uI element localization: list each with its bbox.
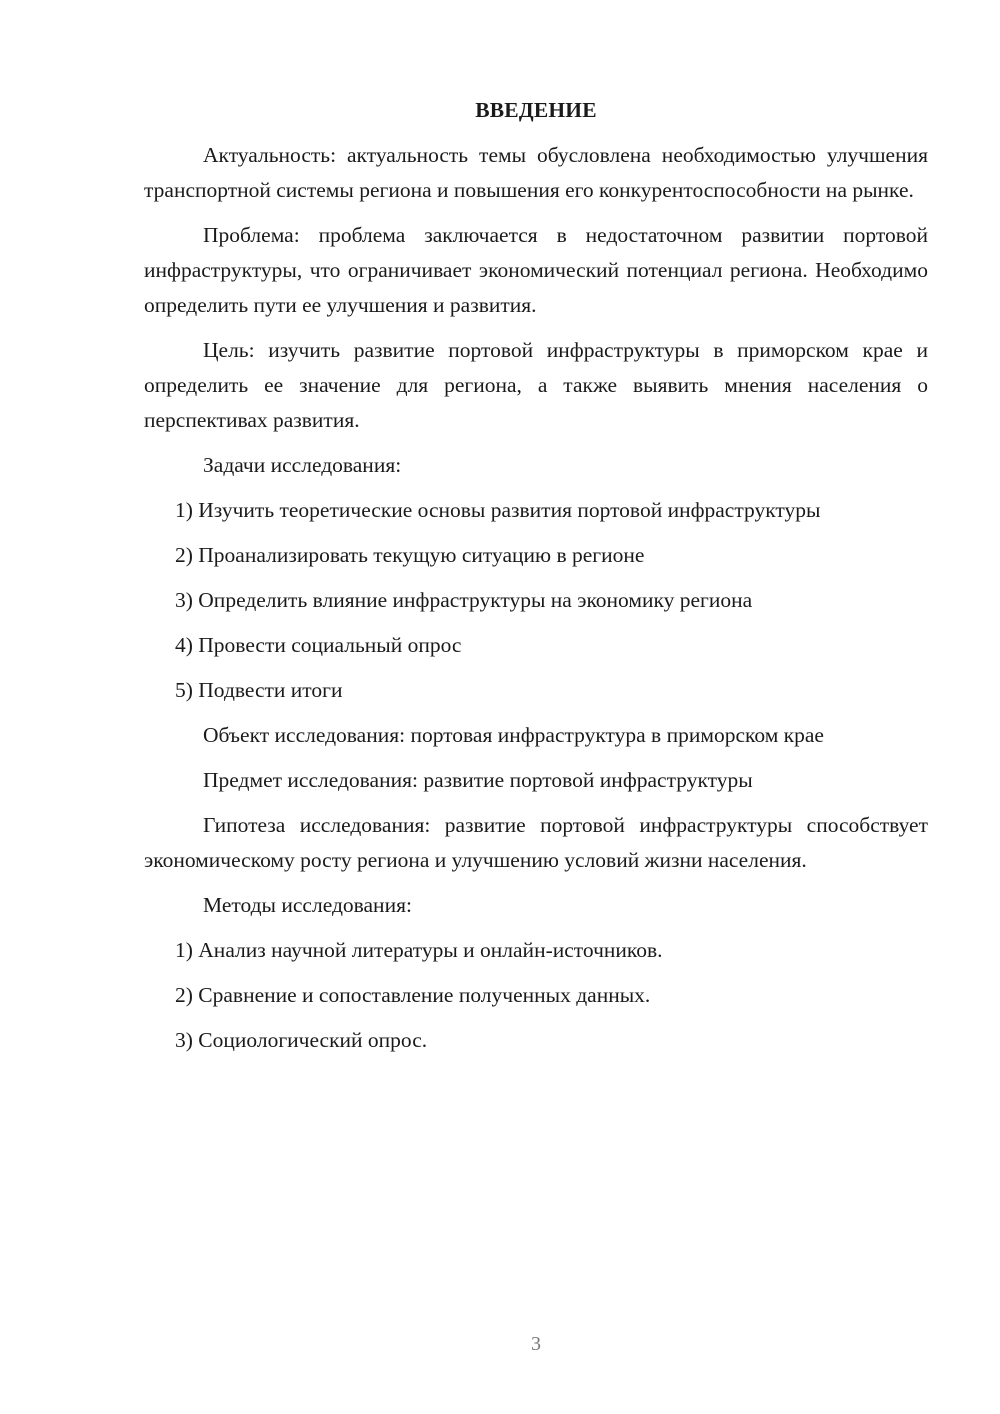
methods-heading: Методы исследования: bbox=[203, 893, 412, 917]
hypothesis-paragraph: Гипотеза исследования: развитие портовой инфраструктуры способствует экономическому росту региона и улучшению условий жизни населения. bbox=[144, 813, 928, 872]
tasks-list bbox=[144, 493, 928, 708]
method-item: 2) Сравнение и сопоставление полученных данных. bbox=[175, 983, 651, 1007]
methods-list bbox=[144, 933, 928, 1058]
task-item: 4) Провести социальный опрос bbox=[175, 633, 462, 657]
relevance-paragraph: Актуальность: актуальность темы обусловлена необходимостью улучшения транспортной системы региона и повышения его конкурентоспособности на рынке. bbox=[144, 143, 928, 202]
section-title: ВВЕДЕНИЕ bbox=[475, 98, 597, 122]
object-paragraph: Объект исследования: портовая инфраструктура в приморском крае bbox=[203, 723, 824, 747]
page-content bbox=[144, 93, 928, 1068]
task-item: 1) Изучить теоретические основы развития портовой инфраструктуры bbox=[175, 498, 821, 522]
subject-paragraph: Предмет исследования: развитие портовой инфраструктуры bbox=[203, 768, 753, 792]
task-item: 2) Проанализировать текущую ситуацию в регионе bbox=[175, 543, 645, 567]
goal-paragraph: Цель: изучить развитие портовой инфраструктуры в приморском крае и определить ее значение для региона, а также выявить мнения населения о перспективах развития. bbox=[144, 338, 928, 432]
problem-paragraph: Проблема: проблема заключается в недостаточном развитии портовой инфраструктуры, что ограничивает экономический потенциал региона. Необходимо определить пути ее улучшения и развития. bbox=[144, 223, 928, 317]
method-item: 3) Социологический опрос. bbox=[175, 1028, 428, 1052]
task-item: 5) Подвести итоги bbox=[175, 678, 343, 702]
task-item: 3) Определить влияние инфраструктуры на экономику региона bbox=[175, 588, 753, 612]
method-item: 1) Анализ научной литературы и онлайн-источников. bbox=[175, 938, 663, 962]
page-number: 3 bbox=[531, 1333, 541, 1355]
tasks-heading: Задачи исследования: bbox=[203, 453, 402, 477]
